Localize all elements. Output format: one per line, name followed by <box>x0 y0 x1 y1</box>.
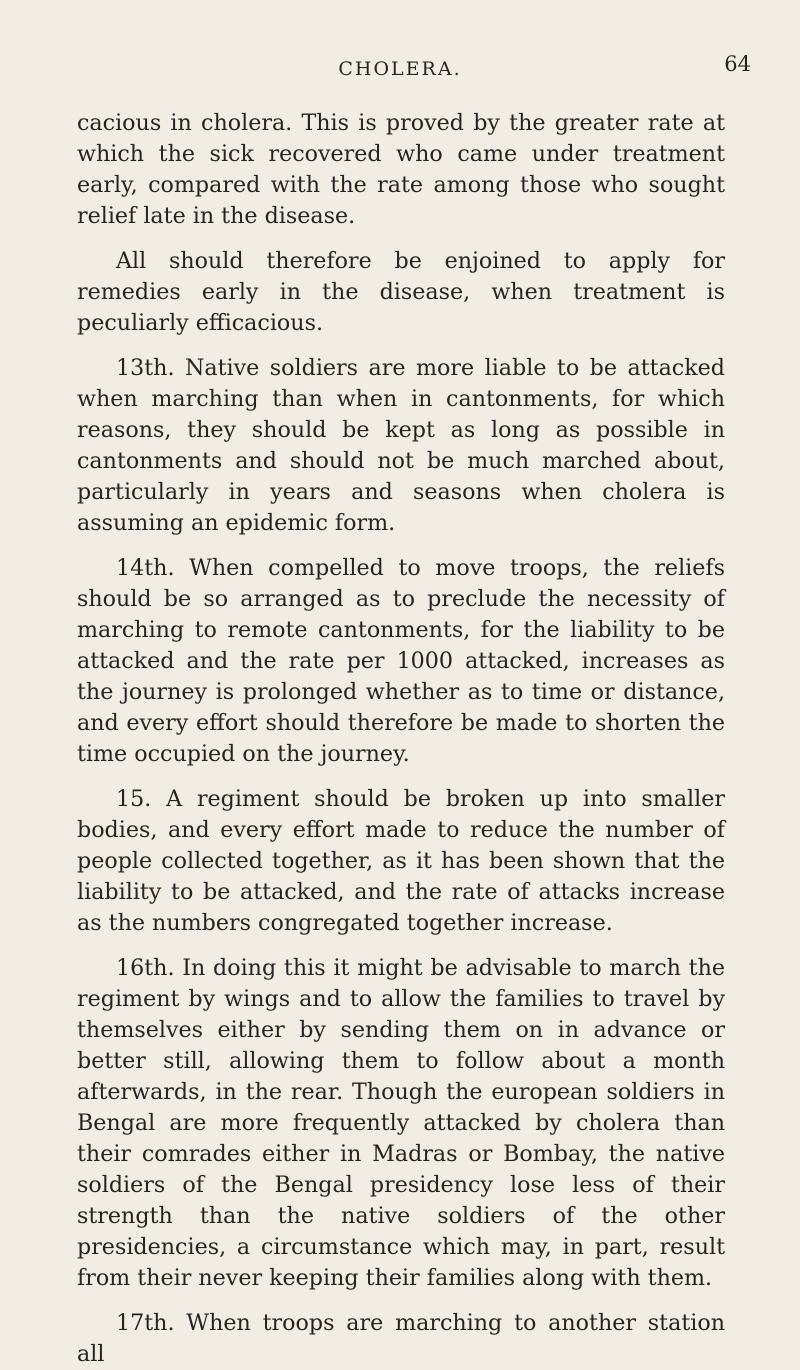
paragraph-14th: 14th. When compelled to move troops, the reliefs should be so arranged as to preclude the necessity of marching to remote cantonments, for the liability to be attacked and the rate per 1000 attacked, increases as the journey is prolonged whether as to time or distance, and every effort should therefore be made to shorten the time occupied on the journey. <box>77 555 725 767</box>
paragraph-13th: 13th. Native soldiers are more liable to be attacked when marching than when in cantonments, for which reasons, they should be kept as long as possible in cantonments and should not be much marched about, particularly in years and seasons when cholera is assuming an epidemic form. <box>77 355 725 536</box>
paragraph-16th: 16th. In doing this it might be advisable to march the regiment by wings and to allow the families to travel by themselves either by sending them on in advance or better still, allowing them to follow about a month afterwards, in the rear. Though the european soldiers in Bengal are more frequently attacked by cholera than their comrades either in Madras or Bombay, the native soldiers of the Bengal presidency lose less of their strength than the native soldiers of the other presidencies, a circumstance which may, in part, result from their never keeping their families along with them. <box>77 955 725 1291</box>
paragraph-17th: 17th. When troops are marching to another station all <box>77 1310 725 1367</box>
running-header <box>0 52 800 88</box>
page-number: 64 <box>724 52 751 76</box>
running-title: CHOLERA. <box>338 58 462 80</box>
paragraph-early-remedies: All should therefore be enjoined to apply for remedies early in the disease, when treatment is peculiarly efficacious. <box>77 248 725 336</box>
body-text <box>77 108 725 1370</box>
paragraph-15th: 15. A regiment should be broken up into smaller bodies, and every effort made to reduce the number of people collected together, as it has been shown that the liability to be attacked, and the rate of attacks increase as the numbers congregated together increase. <box>77 786 725 936</box>
paragraph-continued: cacious in cholera. This is proved by the greater rate at which the sick recovered who came under treatment early, compared with the rate among those who sought relief late in the disease. <box>77 110 725 229</box>
